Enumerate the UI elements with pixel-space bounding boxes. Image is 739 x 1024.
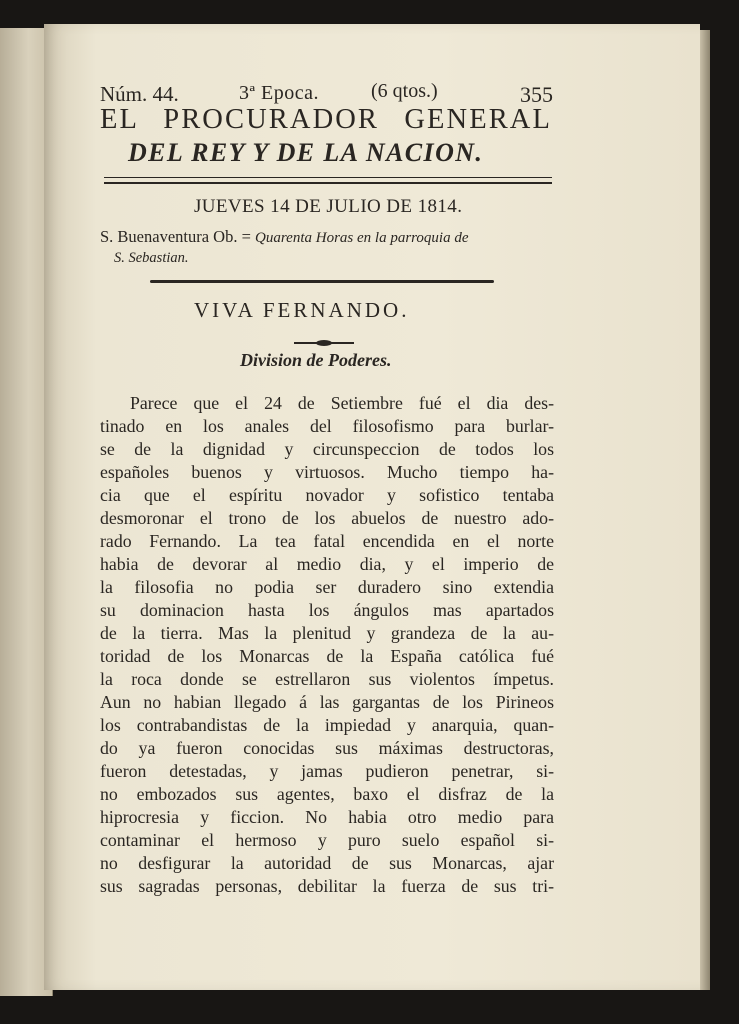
body-line: fueron detestadas, y jamas pudieron penetrar, si- — [100, 761, 554, 781]
body-line: cia que el espíritu novador y sofistico tentaba — [100, 485, 554, 505]
saint-note: Quarenta Horas en la parroquia de — [255, 230, 469, 246]
quarters-label: (6 qtos.) — [371, 80, 438, 102]
body-line: la filosofia no podia ser duradero sino extendia — [100, 577, 554, 597]
body-line: la roca donde se estrellaron sus violentos ímpetus. — [100, 669, 554, 689]
newspaper-page — [44, 24, 700, 990]
ornament-divider — [294, 342, 354, 344]
body-line: su dominacion hasta los ángulos mas apartados — [100, 600, 554, 620]
body-line: se de la dignidad y circunspeccion de todos los — [100, 439, 554, 459]
masthead-title: EL PROCURADOR GENERAL — [100, 104, 552, 135]
body-line: toridad de los Monarcas de la España católica fué — [100, 646, 554, 666]
page-stack-edge — [700, 30, 710, 990]
body-line: rado Fernando. La tea fatal encendida en el norte — [100, 531, 554, 551]
body-line: no embozados sus agentes, baxo el disfraz de la — [100, 784, 554, 804]
saint-of-day — [100, 227, 469, 247]
issue-number: Núm. 44. — [100, 82, 179, 106]
headline: VIVA FERNANDO. — [194, 298, 410, 322]
section-rule — [150, 280, 494, 283]
epoch-label: 3ª Epoca. — [239, 82, 319, 104]
body-line: hiprocresia y ficcion. No habia otro medio para — [100, 807, 554, 827]
body-line: habia de devorar al medio dia, y el imperio de — [100, 554, 554, 574]
article-body — [100, 392, 554, 898]
body-line: Parece que el 24 de Setiembre fué el dia des- — [130, 393, 554, 413]
saint-note-continued: S. Sebastian. — [114, 250, 189, 266]
body-line: no desfigurar la autoridad de sus Monarcas, ajar — [100, 853, 554, 873]
body-line: de la tierra. Mas la plenitud y grandeza de la au- — [100, 623, 554, 643]
page-number: 355 — [520, 82, 553, 107]
body-line: do ya fueron conocidas sus máximas destructoras, — [100, 738, 554, 758]
dateline: JUEVES 14 DE JULIO DE 1814. — [194, 196, 463, 217]
body-line: desmoronar el trono de los abuelos de nuestro ado- — [100, 508, 554, 528]
body-line: tinado en los anales del filosofismo para burlar- — [100, 416, 554, 436]
body-line: sus sagradas personas, debilitar la fuerza de sus tri- — [100, 876, 554, 896]
body-line: españoles buenos y virtuosos. Mucho tiempo ha- — [100, 462, 554, 482]
masthead-rule — [104, 177, 552, 184]
body-line: los contrabandistas de la impiedad y anarquia, quan- — [100, 715, 554, 735]
body-line: Aun no habian llegado á las gargantas de los Pirineos — [100, 692, 554, 712]
saint-separator: = — [241, 227, 251, 246]
body-line: contaminar el hermoso y puro suelo español si- — [100, 830, 554, 850]
saint-name: S. Buenaventura Ob. — [100, 227, 238, 246]
masthead-subtitle: DEL REY Y DE LA NACION. — [128, 138, 484, 167]
section-title: Division de Poderes. — [240, 350, 392, 370]
